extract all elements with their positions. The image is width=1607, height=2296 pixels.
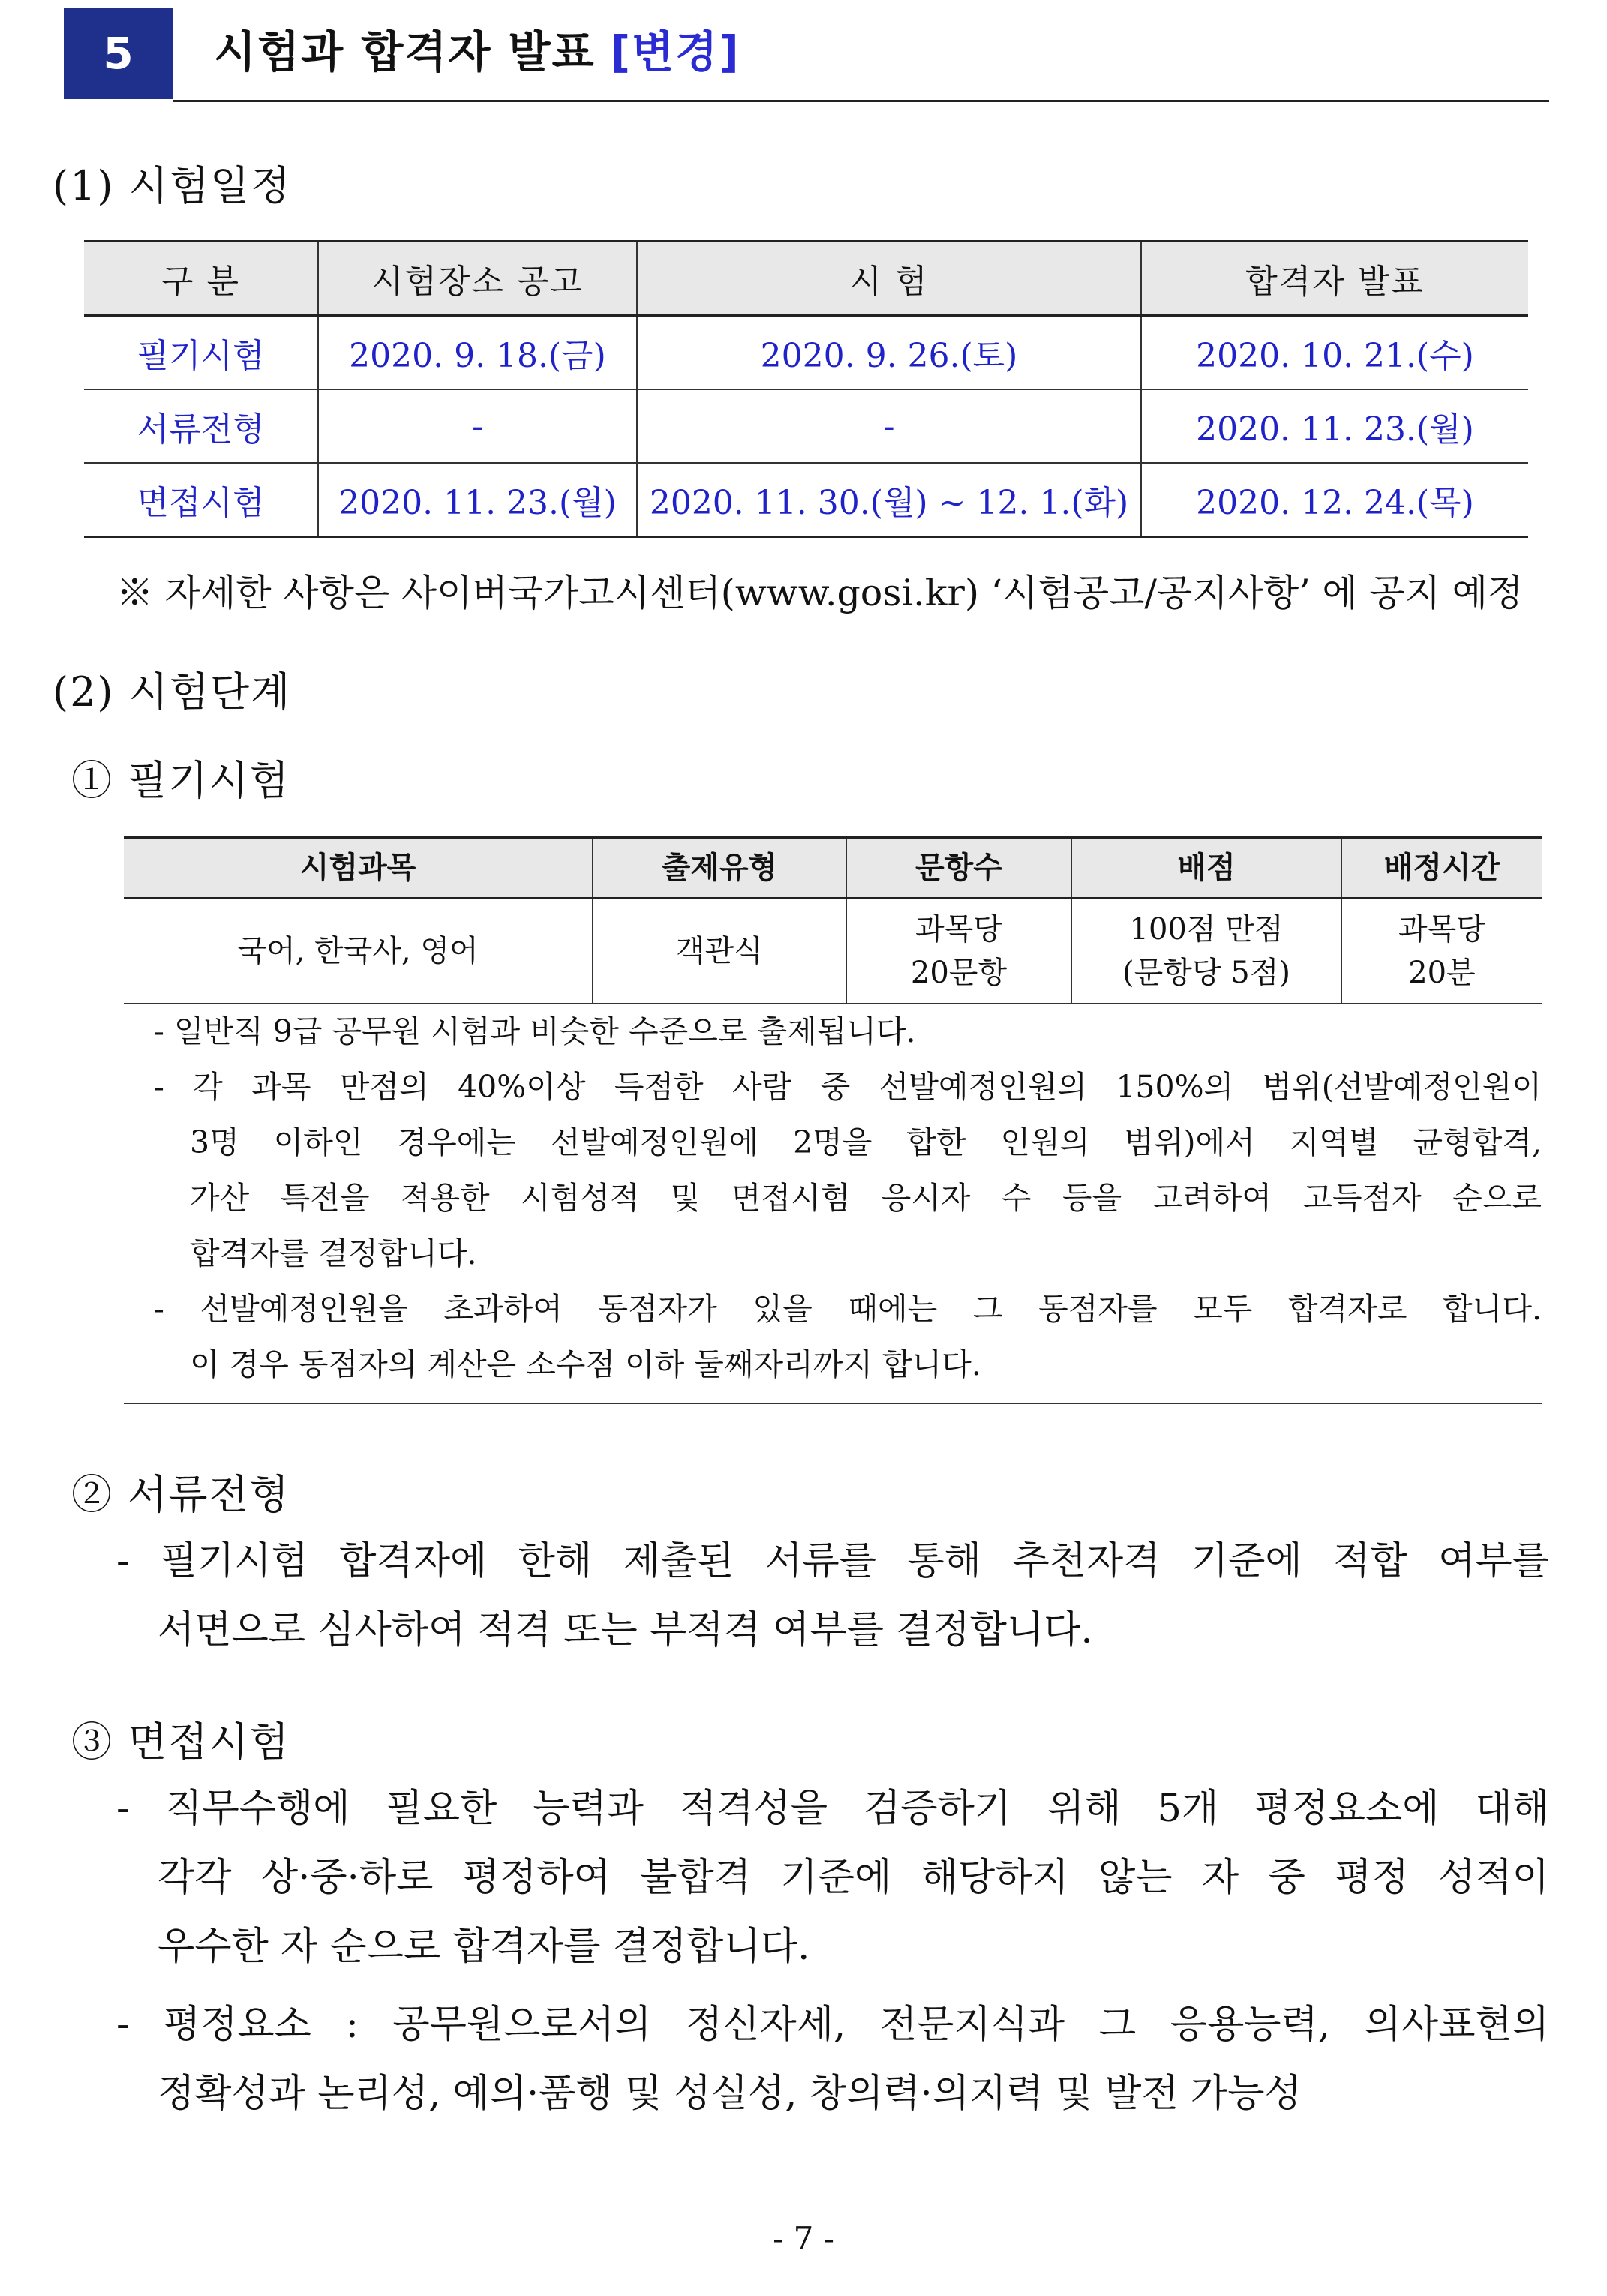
table-row bbox=[84, 463, 1528, 537]
schedule-cell: - bbox=[637, 389, 1141, 463]
written-col-time: 배정시간 bbox=[1341, 838, 1542, 899]
written-note-line: 3명 이하인 경우에는 선발예정인원에 2명을 합한 인원의 범위)에서 지역별 균형합격, bbox=[190, 1124, 1542, 1160]
written-time-line: 20분 bbox=[1408, 956, 1476, 990]
interview-line: 각각 상·중·하로 평정하여 불합격 기준에 해당하지 않는 자 중 평정 성적이 bbox=[158, 1856, 1549, 1900]
written-score-line: (문항당 5점) bbox=[1122, 956, 1290, 990]
schedule-heading: (1) 시험일정 bbox=[53, 162, 292, 209]
interview-line: 우수한 자 순으로 합격자를 결정합니다. bbox=[158, 1925, 810, 1969]
stages-heading: (2) 시험단계 bbox=[53, 668, 292, 716]
written-note-line: - 각 과목 만점의 40%이상 득점한 사람 중 선발예정인원의 150%의 범위(선발예정인원이 bbox=[154, 1069, 1542, 1105]
schedule-cell: 2020. 10. 21.(수) bbox=[1141, 316, 1528, 390]
schedule-cell: 필기시험 bbox=[84, 316, 318, 390]
schedule-col-category: 구 분 bbox=[84, 242, 318, 316]
schedule-col-exam: 시 험 bbox=[637, 242, 1141, 316]
interview-line: - 직무수행에 필요한 능력과 적격성을 검증하기 위해 5개 평정요소에 대해 bbox=[116, 1787, 1549, 1831]
schedule-col-result: 합격자 발표 bbox=[1141, 242, 1528, 316]
written-note-line: 합격자를 결정합니다. bbox=[190, 1235, 477, 1271]
written-note-line: - 선발예정인원을 초과하여 동점자가 있을 때에는 그 동점자를 모두 합격자로 합니다. bbox=[154, 1291, 1542, 1327]
written-time-line: 과목당 bbox=[1398, 912, 1485, 947]
schedule-cell: 2020. 9. 26.(토) bbox=[637, 316, 1141, 390]
schedule-cell: 서류전형 bbox=[84, 389, 318, 463]
table-row bbox=[84, 316, 1528, 390]
interview-line: 정확성과 논리성, 예의·품행 및 성실성, 창의력·의지력 및 발전 가능성 bbox=[158, 2072, 1302, 2116]
written-col-subject: 시험과목 bbox=[124, 838, 593, 899]
document-line: 서면으로 심사하여 적격 또는 부적격 여부를 결정합니다. bbox=[158, 1608, 1093, 1652]
written-count-line: 과목당 bbox=[915, 912, 1002, 947]
written-note-line: 이 경우 동점자의 계산은 소수점 이하 둘째자리까지 합니다. bbox=[190, 1346, 981, 1382]
written-note-line: - 일반직 9급 공무원 시험과 비슷한 수준으로 출제됩니다. bbox=[154, 1013, 916, 1049]
written-time bbox=[1341, 899, 1542, 1004]
written-notes bbox=[124, 1004, 1542, 1404]
document-line: - 필기시험 합격자에 한해 제출된 서류를 통해 추천자격 기준에 적합 여부를 bbox=[116, 1539, 1549, 1583]
section-divider bbox=[173, 100, 1549, 102]
table-row bbox=[124, 899, 1542, 1004]
section-title-text: 시험과 합격자 발표 bbox=[214, 26, 596, 77]
schedule-header-row bbox=[84, 242, 1528, 316]
written-col-type: 출제유형 bbox=[593, 838, 846, 899]
schedule-cell: 2020. 12. 24.(목) bbox=[1141, 463, 1528, 537]
written-count bbox=[846, 899, 1071, 1004]
schedule-col-venue-notice: 시험장소 공고 bbox=[318, 242, 637, 316]
interview-line: - 평정요소 : 공무원으로서의 정신자세, 전문지식과 그 응용능력, 의사표현의 bbox=[116, 2003, 1549, 2047]
schedule-note: ※ 자세한 사항은 사이버국가고시센터(www.gosi.kr) ‘시험공고/공지사항’ 에 공지 예정 bbox=[116, 572, 1524, 614]
written-note-line: 가산 특전을 적용한 시험성적 및 면접시험 응시자 수 등을 고려하여 고득점자 순으로 bbox=[190, 1180, 1542, 1216]
schedule-cell: 2020. 11. 23.(월) bbox=[318, 463, 637, 537]
written-heading: ① 필기시험 bbox=[71, 757, 290, 804]
written-exam-table bbox=[124, 836, 1542, 1004]
written-type: 객관식 bbox=[593, 899, 846, 1004]
table-row bbox=[84, 389, 1528, 463]
schedule-cell: - bbox=[318, 389, 637, 463]
change-tag: [변경] bbox=[610, 26, 740, 77]
document-heading: ② 서류전형 bbox=[71, 1471, 290, 1518]
interview-heading: ③ 면접시험 bbox=[71, 1718, 290, 1766]
schedule-cell: 2020. 11. 30.(월) ~ 12. 1.(화) bbox=[637, 463, 1141, 537]
written-count-line: 20문항 bbox=[910, 956, 1008, 990]
page-number: - 7 - bbox=[773, 2220, 834, 2257]
written-col-count: 문항수 bbox=[846, 838, 1071, 899]
schedule-cell: 2020. 9. 18.(금) bbox=[318, 316, 637, 390]
section-title bbox=[214, 17, 740, 80]
schedule-table bbox=[84, 240, 1528, 538]
written-score-line: 100점 만점 bbox=[1129, 912, 1284, 947]
written-col-score: 배점 bbox=[1071, 838, 1341, 899]
written-subjects: 국어, 한국사, 영어 bbox=[124, 899, 593, 1004]
schedule-cell: 면접시험 bbox=[84, 463, 318, 537]
schedule-cell: 2020. 11. 23.(월) bbox=[1141, 389, 1528, 463]
interview-text bbox=[116, 1775, 1549, 2129]
document-text bbox=[116, 1527, 1549, 1665]
written-score bbox=[1071, 899, 1341, 1004]
section-number: 5 bbox=[64, 8, 173, 99]
written-header-row bbox=[124, 838, 1542, 899]
